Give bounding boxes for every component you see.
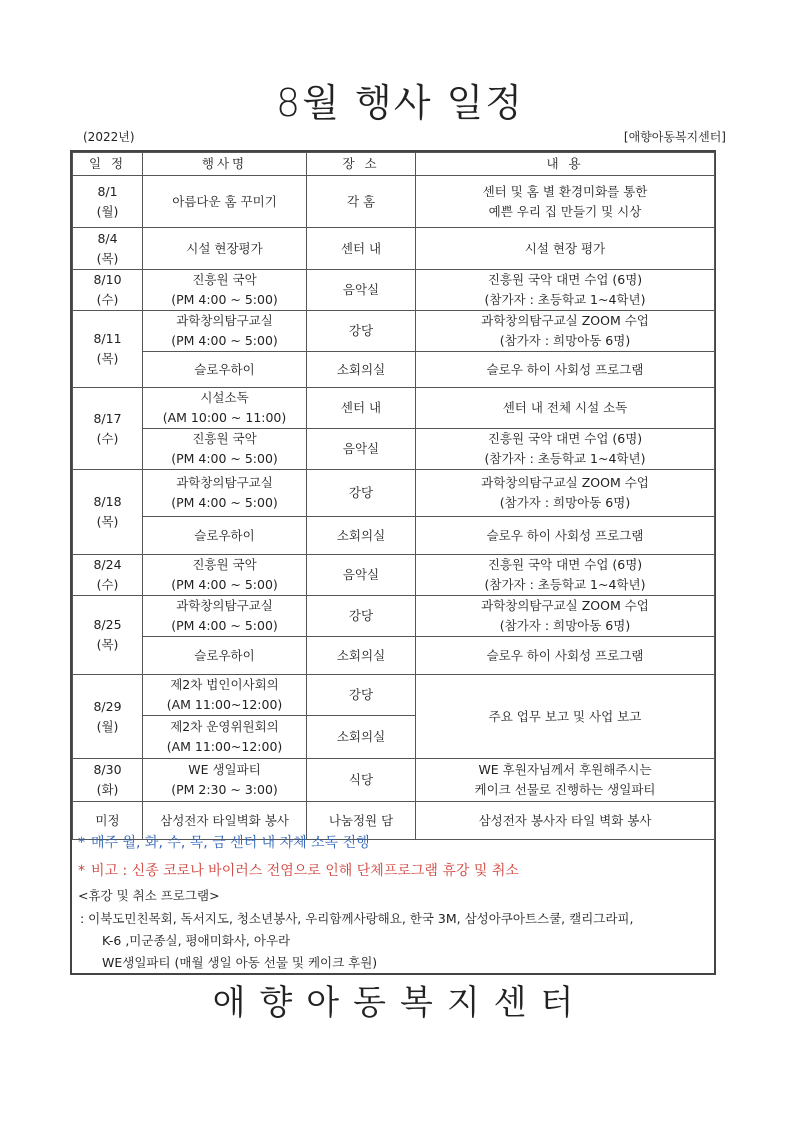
content-cell: 센터 내 전체 시설 소독 [416,388,715,429]
content-cell: 진흥원 국악 대면 수업 (6명) (참가자 : 초등학교 1~4학년) [416,270,715,311]
event-cell: 삼성전자 타일벽화 봉사 [143,802,307,840]
content-cell: 슬로우 하이 사회성 프로그램 [416,352,715,388]
table-row [73,429,715,470]
content-cell: WE 후원자님께서 후원해주시는 케이크 선물로 진행하는 생일파티 [416,759,715,802]
date-cell: 8/1 (월) [73,176,143,228]
event-cell: 시설 현장평가 [143,228,307,270]
place-cell: 강당 [307,311,416,352]
event-cell: 진흥원 국악 (PM 4:00 ~ 5:00) [143,429,307,470]
place-cell: 센터 내 [307,388,416,429]
table-row [73,637,715,675]
table-row [73,270,715,311]
date-cell: 8/17 (수) [73,388,143,470]
table-row [73,388,715,429]
date-cell: 8/10 (수) [73,270,143,311]
content-cell: 삼성전자 봉사자 타일 벽화 봉사 [416,802,715,840]
place-cell: 소회의실 [307,637,416,675]
year-label: (2022년) [83,130,135,144]
cancelled-programs-heading: <휴강 및 취소 프로그램> [78,888,220,903]
place-cell: 각 홈 [307,176,416,228]
place-cell: 음악실 [307,270,416,311]
list-item: WE생일파티 (매월 생일 아동 선물 및 케이크 후원) [102,955,378,970]
event-cell: 슬로우하이 [143,637,307,675]
table-row [73,470,715,517]
column-header-content: 내 용 [416,153,715,176]
place-cell: 음악실 [307,555,416,596]
content-cell: 슬로우 하이 사회성 프로그램 [416,517,715,555]
place-cell: 음악실 [307,429,416,470]
place-cell: 센터 내 [307,228,416,270]
event-cell: 과학창의탐구교실 (PM 4:00 ~ 5:00) [143,470,307,517]
date-cell: 8/25 (목) [73,596,143,675]
page-title: 8월 행사 일정 [276,81,524,125]
content-cell: 센터 및 홈 별 환경미화를 통한 예쁜 우리 집 만들기 및 시상 [416,176,715,228]
content-cell: 시설 현장 평가 [416,228,715,270]
list-item: : 이북도민친목회, 독서지도, 청소년봉사, 우리함께사랑해요, 한국 3M, 삼성아쿠아트스쿨, 캘리그라피, [80,911,634,926]
event-cell: 제2차 운영위원회의 (AM 11:00~12:00) [143,716,307,759]
column-header-place: 장 소 [307,153,416,176]
table-header-row [73,153,715,176]
event-cell: WE 생일파티 (PM 2:30 ~ 3:00) [143,759,307,802]
event-cell: 슬로우하이 [143,517,307,555]
content-cell: 진흥원 국악 대면 수업 (6명) (참가자 : 초등학교 1~4학년) [416,555,715,596]
date-cell: 8/18 (목) [73,470,143,555]
cancelled-programs-list [78,908,708,974]
place-cell: 식당 [307,759,416,802]
date-cell: 8/4 (목) [73,228,143,270]
event-cell: 제2차 법인이사회의 (AM 11:00~12:00) [143,675,307,716]
content-cell: 슬로우 하이 사회성 프로그램 [416,637,715,675]
table-row [73,759,715,802]
place-cell: 소회의실 [307,517,416,555]
event-cell: 진흥원 국악 (PM 4:00 ~ 5:00) [143,270,307,311]
content-cell: 과학창의탐구교실 ZOOM 수업 (참가자 : 희망아동 6명) [416,470,715,517]
place-cell: 나눔정원 담 [307,802,416,840]
list-item: K-6 ,미군종실, 평애미화사, 아우라 [102,933,291,948]
date-cell: 8/29 (월) [73,675,143,759]
table-row [73,675,715,716]
content-cell: 진흥원 국악 대면 수업 (6명) (참가자 : 초등학교 1~4학년) [416,429,715,470]
note-remarks: * 비고 : 신종 코로나 바이러스 전염으로 인해 단체프로그램 휴강 및 취소 [78,863,519,879]
footer-org-name: 애향아동복지센터 [212,983,588,1023]
table-row [73,596,715,637]
event-cell: 시설소독 (AM 10:00 ~ 11:00) [143,388,307,429]
date-cell: 미정 [73,802,143,840]
event-cell: 슬로우하이 [143,352,307,388]
star-bullet-icon: * [78,835,85,851]
content-cell: 주요 업무 보고 및 사업 보고 [416,675,715,759]
content-cell: 과학창의탐구교실 ZOOM 수업 (참가자 : 희망아동 6명) [416,311,715,352]
table-row [73,517,715,555]
place-cell: 강당 [307,675,416,716]
column-header-date: 일 정 [73,153,143,176]
event-cell: 과학창의탐구교실 (PM 4:00 ~ 5:00) [143,596,307,637]
place-cell: 소회의실 [307,716,416,759]
event-cell: 과학창의탐구교실 (PM 4:00 ~ 5:00) [143,311,307,352]
star-bullet-icon: * [78,863,85,879]
table-row [73,311,715,352]
place-cell: 강당 [307,596,416,637]
table-row [73,352,715,388]
place-cell: 소회의실 [307,352,416,388]
date-cell: 8/24 (수) [73,555,143,596]
date-cell: 8/11 (목) [73,311,143,388]
column-header-event: 행사명 [143,153,307,176]
table-row [73,555,715,596]
schedule-table [72,152,715,840]
event-cell: 진흥원 국악 (PM 4:00 ~ 5:00) [143,555,307,596]
note-disinfection: * 매주 월, 화, 수, 목, 금 센터 내 자체 소독 진행 [78,835,370,851]
org-label-top: [애향아동복지센터] [623,130,726,144]
event-cell: 아름다운 홈 꾸미기 [143,176,307,228]
date-cell: 8/30 (화) [73,759,143,802]
place-cell: 강당 [307,470,416,517]
table-row [73,176,715,228]
table-row [73,228,715,270]
notes-section [78,832,708,974]
content-cell: 과학창의탐구교실 ZOOM 수업 (참가자 : 희망아동 6명) [416,596,715,637]
